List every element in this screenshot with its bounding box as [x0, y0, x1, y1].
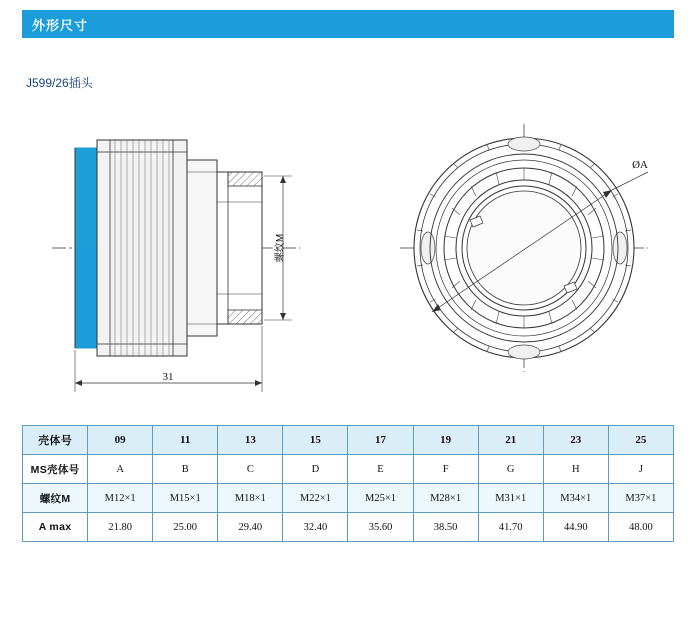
thread-dimension-label: 螺纹M — [275, 233, 286, 263]
cell: A — [88, 455, 153, 484]
cell: 11 — [153, 426, 218, 455]
cell: M12×1 — [88, 484, 153, 513]
cell: M18×1 — [218, 484, 283, 513]
cell: M37×1 — [608, 484, 673, 513]
left-side-view — [52, 140, 300, 392]
table-row — [23, 455, 674, 484]
cell: 25.00 — [153, 513, 218, 542]
cell: J — [608, 455, 673, 484]
length-dimension-label: 31 — [162, 371, 174, 383]
cell: C — [218, 455, 283, 484]
cell: 38.50 — [413, 513, 478, 542]
cell: 41.70 — [478, 513, 543, 542]
cell: 13 — [218, 426, 283, 455]
cell: 32.40 — [283, 513, 348, 542]
cell: M25×1 — [348, 484, 413, 513]
cell: 19 — [413, 426, 478, 455]
cell: M15×1 — [153, 484, 218, 513]
drawing-subtitle: J599/26插头 — [26, 76, 93, 90]
cell: 21 — [478, 426, 543, 455]
cell: M31×1 — [478, 484, 543, 513]
cell: M28×1 — [413, 484, 478, 513]
cell: F — [413, 455, 478, 484]
row-label-thread-m: 螺纹M — [23, 484, 88, 513]
cell: 21.80 — [88, 513, 153, 542]
cell: 29.40 — [218, 513, 283, 542]
table-row — [23, 426, 674, 455]
technical-drawing — [0, 100, 695, 410]
right-front-view — [400, 124, 648, 372]
row-label-ms-shell-number: MS壳体号 — [23, 455, 88, 484]
cell: 35.60 — [348, 513, 413, 542]
cell: 09 — [88, 426, 153, 455]
specification-table — [22, 425, 674, 542]
drawing-svg — [0, 100, 695, 410]
page-title: 外形尺寸 — [32, 17, 89, 33]
cell: 48.00 — [608, 513, 673, 542]
cell: 15 — [283, 426, 348, 455]
cell: 23 — [543, 426, 608, 455]
table-row — [23, 513, 674, 542]
cell: 44.90 — [543, 513, 608, 542]
cell: 25 — [608, 426, 673, 455]
cell: G — [478, 455, 543, 484]
cell: M34×1 — [543, 484, 608, 513]
cell: D — [283, 455, 348, 484]
row-label-a-max: A max — [23, 513, 88, 542]
row-label-shell-number: 壳体号 — [23, 426, 88, 455]
table-row — [23, 484, 674, 513]
cell: B — [153, 455, 218, 484]
cell: M22×1 — [283, 484, 348, 513]
diameter-label: ØA — [632, 159, 648, 171]
cell: 17 — [348, 426, 413, 455]
cell: H — [543, 455, 608, 484]
cell: E — [348, 455, 413, 484]
section-header-bar — [22, 10, 674, 38]
